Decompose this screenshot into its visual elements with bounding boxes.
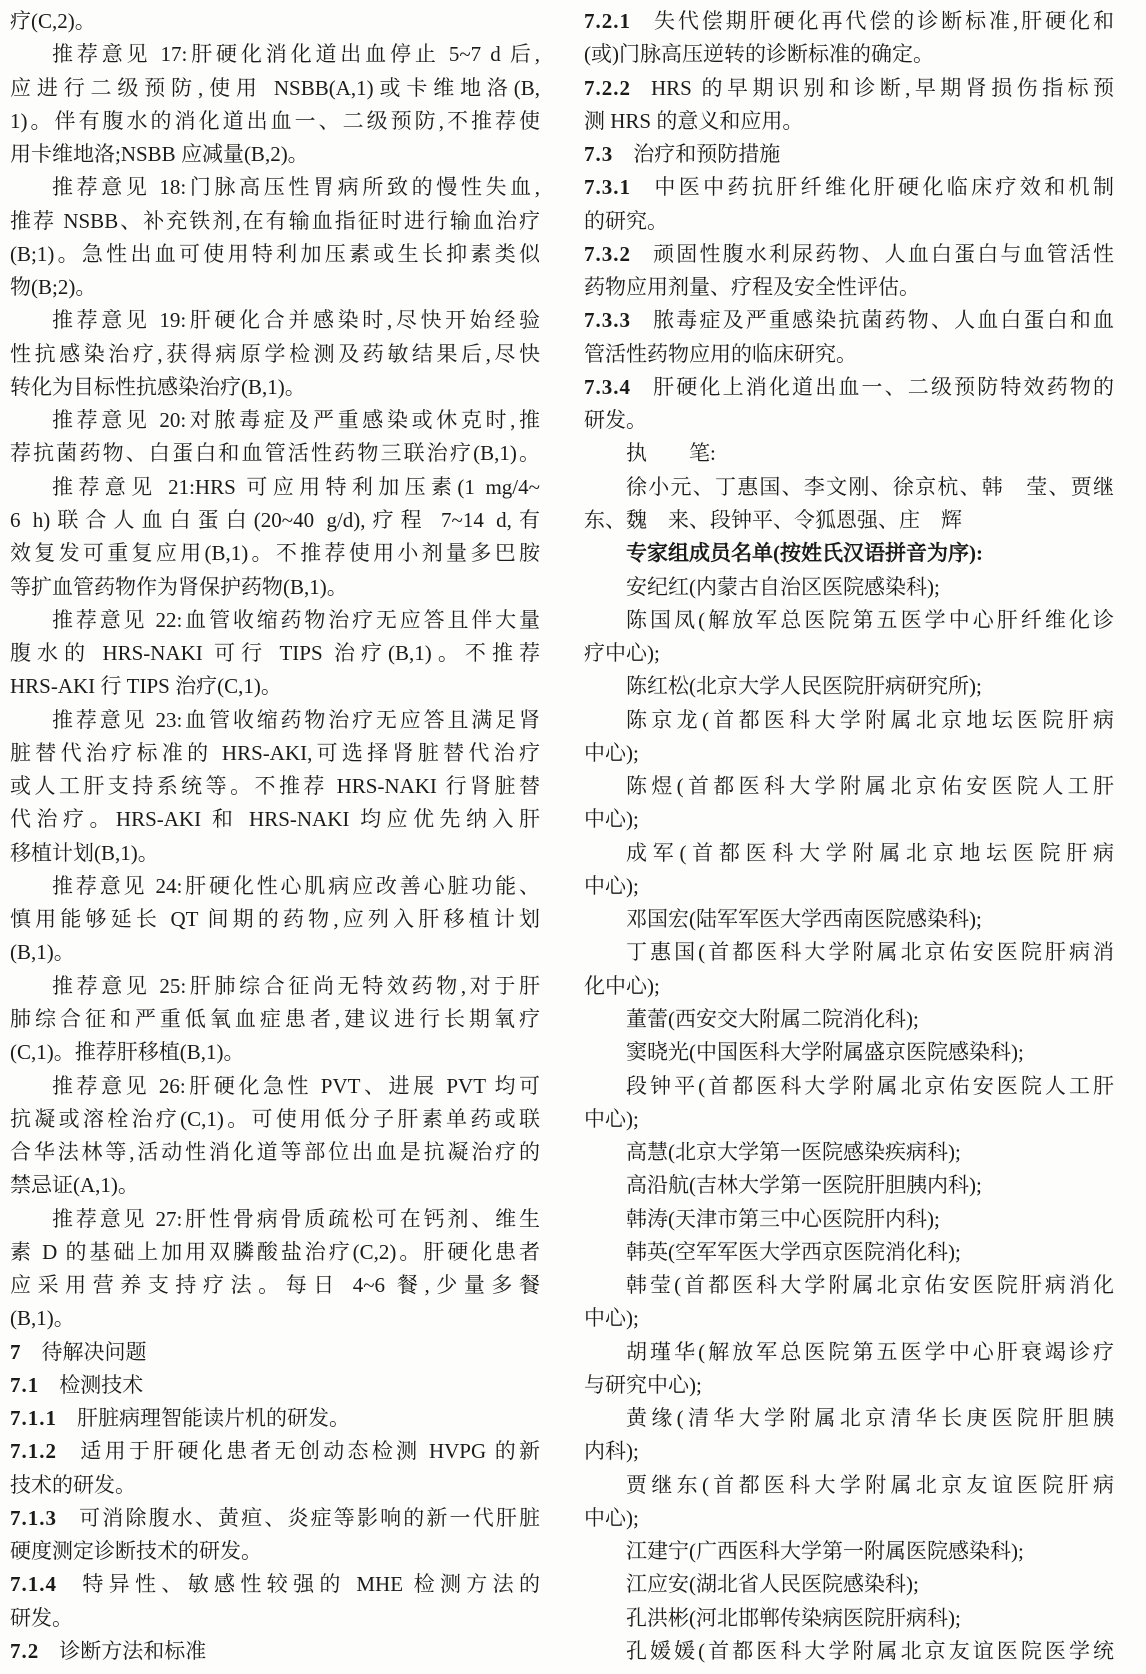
text-line: [584, 670, 1114, 703]
text-line: [10, 1568, 540, 1601]
line-text: 陈煜(首都医科大学附属北京佑安医院人工肝: [626, 774, 1114, 799]
line-text: 中医中药抗肝纤维化肝硬化临床疗效和机制: [651, 175, 1114, 200]
text-line: [10, 338, 540, 371]
text-line: [584, 437, 1114, 470]
text-line: [584, 1269, 1114, 1302]
line-text: 窦晓光(中国医科大学附属盛京医院感染科);: [626, 1040, 1024, 1065]
line-text: 肝硬化上消化道出血一、二级预防特效药物的: [651, 374, 1114, 399]
line-text: 脓毒症及严重感染抗菌药物、人血白蛋白和血: [651, 308, 1114, 333]
line-text: 效复发可重复应用(B,1)。不推荐使用小剂量多巴胺: [10, 541, 540, 566]
text-line: [584, 304, 1114, 337]
line-text: 丁惠国(首都医科大学附属北京佑安医院肝病消: [626, 940, 1114, 965]
text-line: [10, 371, 540, 404]
line-text: 推荐 NSBB、补充铁剂,在有输血指征时进行输血治疗: [10, 208, 540, 233]
line-text: 成军(首都医科大学附属北京地坛医院肝病: [626, 840, 1114, 865]
text-line: [10, 271, 540, 304]
text-line: [584, 5, 1114, 38]
line-text: 孔洪彬(河北邯郸传染病医院肝病科);: [626, 1605, 961, 1630]
text-line: [584, 1369, 1114, 1402]
text-line: [584, 1236, 1114, 1269]
text-line: [10, 1269, 540, 1302]
line-text: 适用于肝硬化患者无创动态检测 HVPG 的新: [77, 1439, 540, 1464]
text-line: [584, 737, 1114, 770]
text-line: [10, 837, 540, 870]
line-text: 推荐意见 26:肝硬化急性 PVT、进展 PVT 均可: [52, 1073, 540, 1098]
text-line: [10, 138, 540, 171]
text-line: [584, 171, 1114, 204]
section-number: 7.3: [584, 142, 614, 167]
line-text: 肺综合征和严重低氧血症患者,建议进行长期氧疗: [10, 1006, 540, 1031]
line-text: 与研究中心);: [584, 1372, 702, 1397]
text-line: [584, 371, 1114, 404]
line-text: 测 HRS 的意义和应用。: [584, 108, 804, 133]
line-text: (或)门脉高压逆转的诊断标准的确定。: [584, 42, 934, 67]
text-line: [584, 205, 1114, 238]
text-line: [10, 970, 540, 1003]
line-text: 安纪红(内蒙古自治区医院感染科);: [626, 574, 940, 599]
line-text: 推荐意见 24:肝硬化性心肌病应改善心脏功能、: [52, 873, 540, 898]
text-line: [10, 637, 540, 670]
line-text: 慎用能够延长 QT 间期的药物,应列入肝移植计划: [10, 907, 540, 932]
text-line: [10, 1469, 540, 1502]
text-line: [10, 737, 540, 770]
section-number: 7.3.3: [584, 308, 631, 333]
section-number: 7.3.1: [584, 175, 631, 200]
text-line: [10, 171, 540, 204]
text-line: [10, 1502, 540, 1535]
line-text: 可消除腹水、黄疸、炎症等影响的新一代肝脏: [77, 1505, 540, 1530]
section-number: 7.2: [10, 1639, 40, 1664]
line-text: 检测技术: [59, 1372, 144, 1397]
text-line: [10, 903, 540, 936]
line-text: HRS-AKI 行 TIPS 治疗(C,1)。: [10, 674, 282, 699]
line-text: 应进行二级预防,使用 NSBB(A,1)或卡维地洛(B,: [10, 75, 540, 100]
section-number: 7.2.2: [584, 75, 631, 100]
line-text: 抗凝或溶栓治疗(C,1)。可使用低分子肝素单药或联: [10, 1106, 540, 1131]
line-text: 推荐意见 20:对脓毒症及严重感染或休克时,推: [52, 408, 540, 433]
text-line: [10, 1036, 540, 1069]
text-line: [584, 604, 1114, 637]
text-line: [10, 238, 540, 271]
line-text: 徐小元、丁惠国、李文刚、徐京杭、韩 莹、贾继: [626, 474, 1114, 499]
line-text: 1)。伴有腹水的消化道出血一、二级预防,不推荐使: [10, 108, 540, 133]
line-text: 推荐意见 25:肝肺综合征尚无特效药物,对于肝: [52, 973, 540, 998]
text-line: [10, 803, 540, 836]
line-text: 应采用营养支持疗法。每日 4~6 餐,少量多餐: [10, 1273, 540, 1298]
section-number: 7: [10, 1339, 22, 1364]
text-line: [584, 1336, 1114, 1369]
line-text: 性抗感染治疗,获得病原学检测及药敏结果后,尽快: [10, 341, 540, 366]
text-line: [10, 1136, 540, 1169]
line-text: 移植计划(B,1)。: [10, 840, 159, 865]
text-line: [10, 1169, 540, 1202]
text-line: [584, 504, 1114, 537]
line-text: 段钟平(首都医科大学附属北京佑安医院人工肝: [626, 1073, 1114, 1098]
line-text: (C,1)。推荐肝移植(B,1)。: [10, 1040, 245, 1065]
text-line: [584, 1602, 1114, 1635]
line-text: 荐抗菌药物、白蛋白和血管活性药物三联治疗(B,1)。: [10, 441, 540, 466]
line-text: 推荐意见 23:血管收缩药物治疗无应答且满足肾: [52, 707, 540, 732]
line-text: 用卡维地洛;NSBB 应减量(B,2)。: [10, 142, 309, 167]
section-number: 7.1.3: [10, 1505, 57, 1530]
text-line: [584, 1036, 1114, 1069]
text-line: [10, 5, 540, 38]
line-text: (B,1)。: [10, 940, 75, 965]
line-text: 或人工肝支持系统等。不推荐 HRS-NAKI 行肾脏替: [10, 774, 540, 799]
text-line: [10, 72, 540, 105]
text-line: [10, 870, 540, 903]
text-line: [10, 1635, 540, 1668]
line-text: 合华法林等,活动性消化道等部位出血是抗凝治疗的: [10, 1140, 540, 1165]
text-line: [584, 637, 1114, 670]
line-text: 转化为目标性抗感染治疗(B,1)。: [10, 374, 306, 399]
line-text: 推荐意见 22:血管收缩药物治疗无应答且伴大量: [52, 607, 540, 632]
line-text: 孔媛媛(首都医科大学附属北京友谊医院医学统: [626, 1639, 1114, 1664]
line-text: HRS 的早期识别和诊断,早期肾损伤指标预: [651, 75, 1114, 100]
left-column: [10, 5, 540, 1668]
text-line: [584, 404, 1114, 437]
line-text: 腹水的 HRS-NAKI 可行 TIPS 治疗(B,1)。不推荐: [10, 641, 540, 666]
line-text: 硬度测定诊断技术的研发。: [10, 1539, 262, 1564]
line-text: 韩英(空军军医大学西京医院消化科);: [626, 1239, 961, 1264]
line-text: 药物应用剂量、疗程及安全性评估。: [584, 275, 920, 300]
section-number: 7.1: [10, 1372, 40, 1397]
line-text: 专家组成员名单(按姓氏汉语拼音为序):: [626, 541, 983, 566]
line-text: 代治疗。HRS-AKI 和 HRS-NAKI 均应优先纳入肝: [10, 807, 540, 832]
line-text: 陈京龙(首都医科大学附属北京地坛医院肝病: [626, 707, 1114, 732]
line-text: 等扩血管药物作为肾保护药物(B,1)。: [10, 574, 348, 599]
text-line: [584, 970, 1114, 1003]
text-line: [584, 770, 1114, 803]
text-line: [10, 1402, 540, 1435]
text-line: [584, 1203, 1114, 1236]
line-text: (B;1)。急性出血可使用特利加压素或生长抑素类似: [10, 241, 540, 266]
text-line: [584, 803, 1114, 836]
text-line: [584, 1435, 1114, 1468]
text-line: [10, 404, 540, 437]
text-line: [584, 571, 1114, 604]
text-line: [10, 604, 540, 637]
line-text: 物(B;2)。: [10, 275, 97, 300]
text-line: [584, 338, 1114, 371]
line-text: 中心);: [584, 1106, 639, 1131]
text-line: [584, 38, 1114, 71]
line-text: 中心);: [584, 740, 639, 765]
text-line: [10, 571, 540, 604]
line-text: 韩莹(首都医科大学附属北京佑安医院肝病消化: [626, 1273, 1114, 1298]
line-text: 待解决问题: [41, 1339, 147, 1364]
line-text: 禁忌证(A,1)。: [10, 1173, 139, 1198]
text-line: [584, 138, 1114, 171]
text-line: [10, 105, 540, 138]
section-number: 7.1.4: [10, 1572, 57, 1597]
line-text: 治疗和预防措施: [633, 142, 781, 167]
line-text: 研发。: [584, 408, 647, 433]
text-line: [584, 1402, 1114, 1435]
line-text: 陈红松(北京大学人民医院肝病研究所);: [626, 674, 982, 699]
text-line: [584, 1469, 1114, 1502]
text-line: [10, 304, 540, 337]
text-line: [10, 504, 540, 537]
section-number: 7.3.4: [584, 374, 631, 399]
line-text: 江应安(湖北省人民医院感染科);: [626, 1572, 919, 1597]
text-line: [584, 1302, 1114, 1335]
line-text: 推荐意见 17:肝硬化消化道出血停止 5~7 d 后,: [52, 42, 540, 67]
line-text: 管活性药物应用的临床研究。: [584, 341, 857, 366]
line-text: 胡瑾华(解放军总医院第五医学中心肝衰竭诊疗: [626, 1339, 1114, 1364]
line-text: 6 h)联合人血白蛋白(20~40 g/d),疗程 7~14 d,有: [10, 507, 540, 532]
line-text: (B,1)。: [10, 1306, 75, 1331]
text-line: [584, 1136, 1114, 1169]
text-line: [584, 1070, 1114, 1103]
line-text: 疗中心);: [584, 641, 660, 666]
section-number: 7.1.1: [10, 1406, 57, 1431]
text-line: [584, 1103, 1114, 1136]
line-text: 推荐意见 27:肝性骨病骨质疏松可在钙剂、维生: [52, 1206, 540, 1231]
line-text: 素 D 的基础上加用双膦酸盐治疗(C,2)。肝硬化患者: [10, 1239, 540, 1264]
text-line: [10, 1003, 540, 1036]
text-line: [10, 1336, 540, 1369]
line-text: 顽固性腹水利尿药物、人血白蛋白与血管活性: [651, 241, 1114, 266]
text-line: [584, 1502, 1114, 1535]
text-line: [10, 1602, 540, 1635]
text-line: [10, 1103, 540, 1136]
line-text: 高慧(北京大学第一医院感染疾病科);: [626, 1140, 961, 1165]
line-text: 的研究。: [584, 208, 668, 233]
line-text: 中心);: [584, 807, 639, 832]
text-line: [584, 870, 1114, 903]
line-text: 执 笔:: [626, 441, 716, 466]
text-line: [10, 936, 540, 969]
text-line: [584, 537, 1114, 570]
line-text: 肝脏病理智能读片机的研发。: [77, 1406, 350, 1431]
line-text: 推荐意见 21:HRS 可应用特利加压素(1 mg/4~: [52, 474, 540, 499]
text-line: [10, 1302, 540, 1335]
line-text: 东、魏 来、段钟平、令狐恩强、庄 辉: [584, 507, 962, 532]
text-line: [584, 1568, 1114, 1601]
section-number: 7.3.2: [584, 241, 631, 266]
line-text: 江建宁(广西医科大学第一附属医院感染科);: [626, 1539, 1024, 1564]
text-line: [10, 1203, 540, 1236]
line-text: 研发。: [10, 1605, 73, 1630]
text-line: [10, 1236, 540, 1269]
line-text: 失代偿期肝硬化再代偿的诊断标准,肝硬化和: [651, 9, 1114, 33]
text-line: [10, 770, 540, 803]
line-text: 中心);: [584, 1306, 639, 1331]
text-line: [584, 704, 1114, 737]
text-line: [584, 837, 1114, 870]
text-line: [10, 38, 540, 71]
section-number: 7.1.2: [10, 1439, 57, 1464]
text-line: [10, 1535, 540, 1568]
line-text: 董蕾(西安交大附属二院消化科);: [626, 1006, 919, 1031]
text-line: [10, 437, 540, 470]
line-text: 技术的研发。: [10, 1472, 136, 1497]
text-line: [10, 1435, 540, 1468]
line-text: 陈国凤(解放军总医院第五医学中心肝纤维化诊: [626, 607, 1114, 632]
text-line: [584, 1003, 1114, 1036]
text-line: [584, 1635, 1114, 1668]
line-text: 中心);: [584, 1505, 639, 1530]
text-line: [584, 238, 1114, 271]
text-line: [584, 936, 1114, 969]
line-text: 邓国宏(陆军军医大学西南医院感染科);: [626, 907, 982, 932]
text-line: [10, 1369, 540, 1402]
line-text: 疗(C,2)。: [10, 9, 96, 33]
right-column: [584, 5, 1114, 1668]
line-text: 黄缘(清华大学附属北京清华长庚医院肝胆胰: [626, 1406, 1114, 1431]
text-line: [584, 105, 1114, 138]
line-text: 特异性、敏感性较强的 MHE 检测方法的: [77, 1572, 540, 1597]
text-line: [584, 903, 1114, 936]
line-text: 脏替代治疗标准的 HRS-AKI,可选择肾脏替代治疗: [10, 740, 540, 765]
section-number: 7.2.1: [584, 9, 631, 33]
line-text: 内科);: [584, 1439, 639, 1464]
text-line: [10, 704, 540, 737]
line-text: 推荐意见 18:门脉高压性胃病所致的慢性失血,: [52, 175, 540, 200]
line-text: 贾继东(首都医科大学附属北京友谊医院肝病: [626, 1472, 1114, 1497]
text-line: [10, 537, 540, 570]
text-line: [10, 471, 540, 504]
line-text: 高沿航(吉林大学第一医院肝胆胰内科);: [626, 1173, 982, 1198]
line-text: 诊断方法和标准: [59, 1639, 207, 1664]
text-line: [584, 471, 1114, 504]
text-line: [584, 72, 1114, 105]
text-line: [10, 205, 540, 238]
line-text: 韩涛(天津市第三中心医院肝内科);: [626, 1206, 940, 1231]
text-line: [10, 670, 540, 703]
line-text: 化中心);: [584, 973, 660, 998]
text-line: [584, 1169, 1114, 1202]
text-line: [584, 1535, 1114, 1568]
line-text: 推荐意见 19:肝硬化合并感染时,尽快开始经验: [52, 308, 540, 333]
line-text: 中心);: [584, 873, 639, 898]
text-line: [10, 1070, 540, 1103]
text-line: [584, 271, 1114, 304]
